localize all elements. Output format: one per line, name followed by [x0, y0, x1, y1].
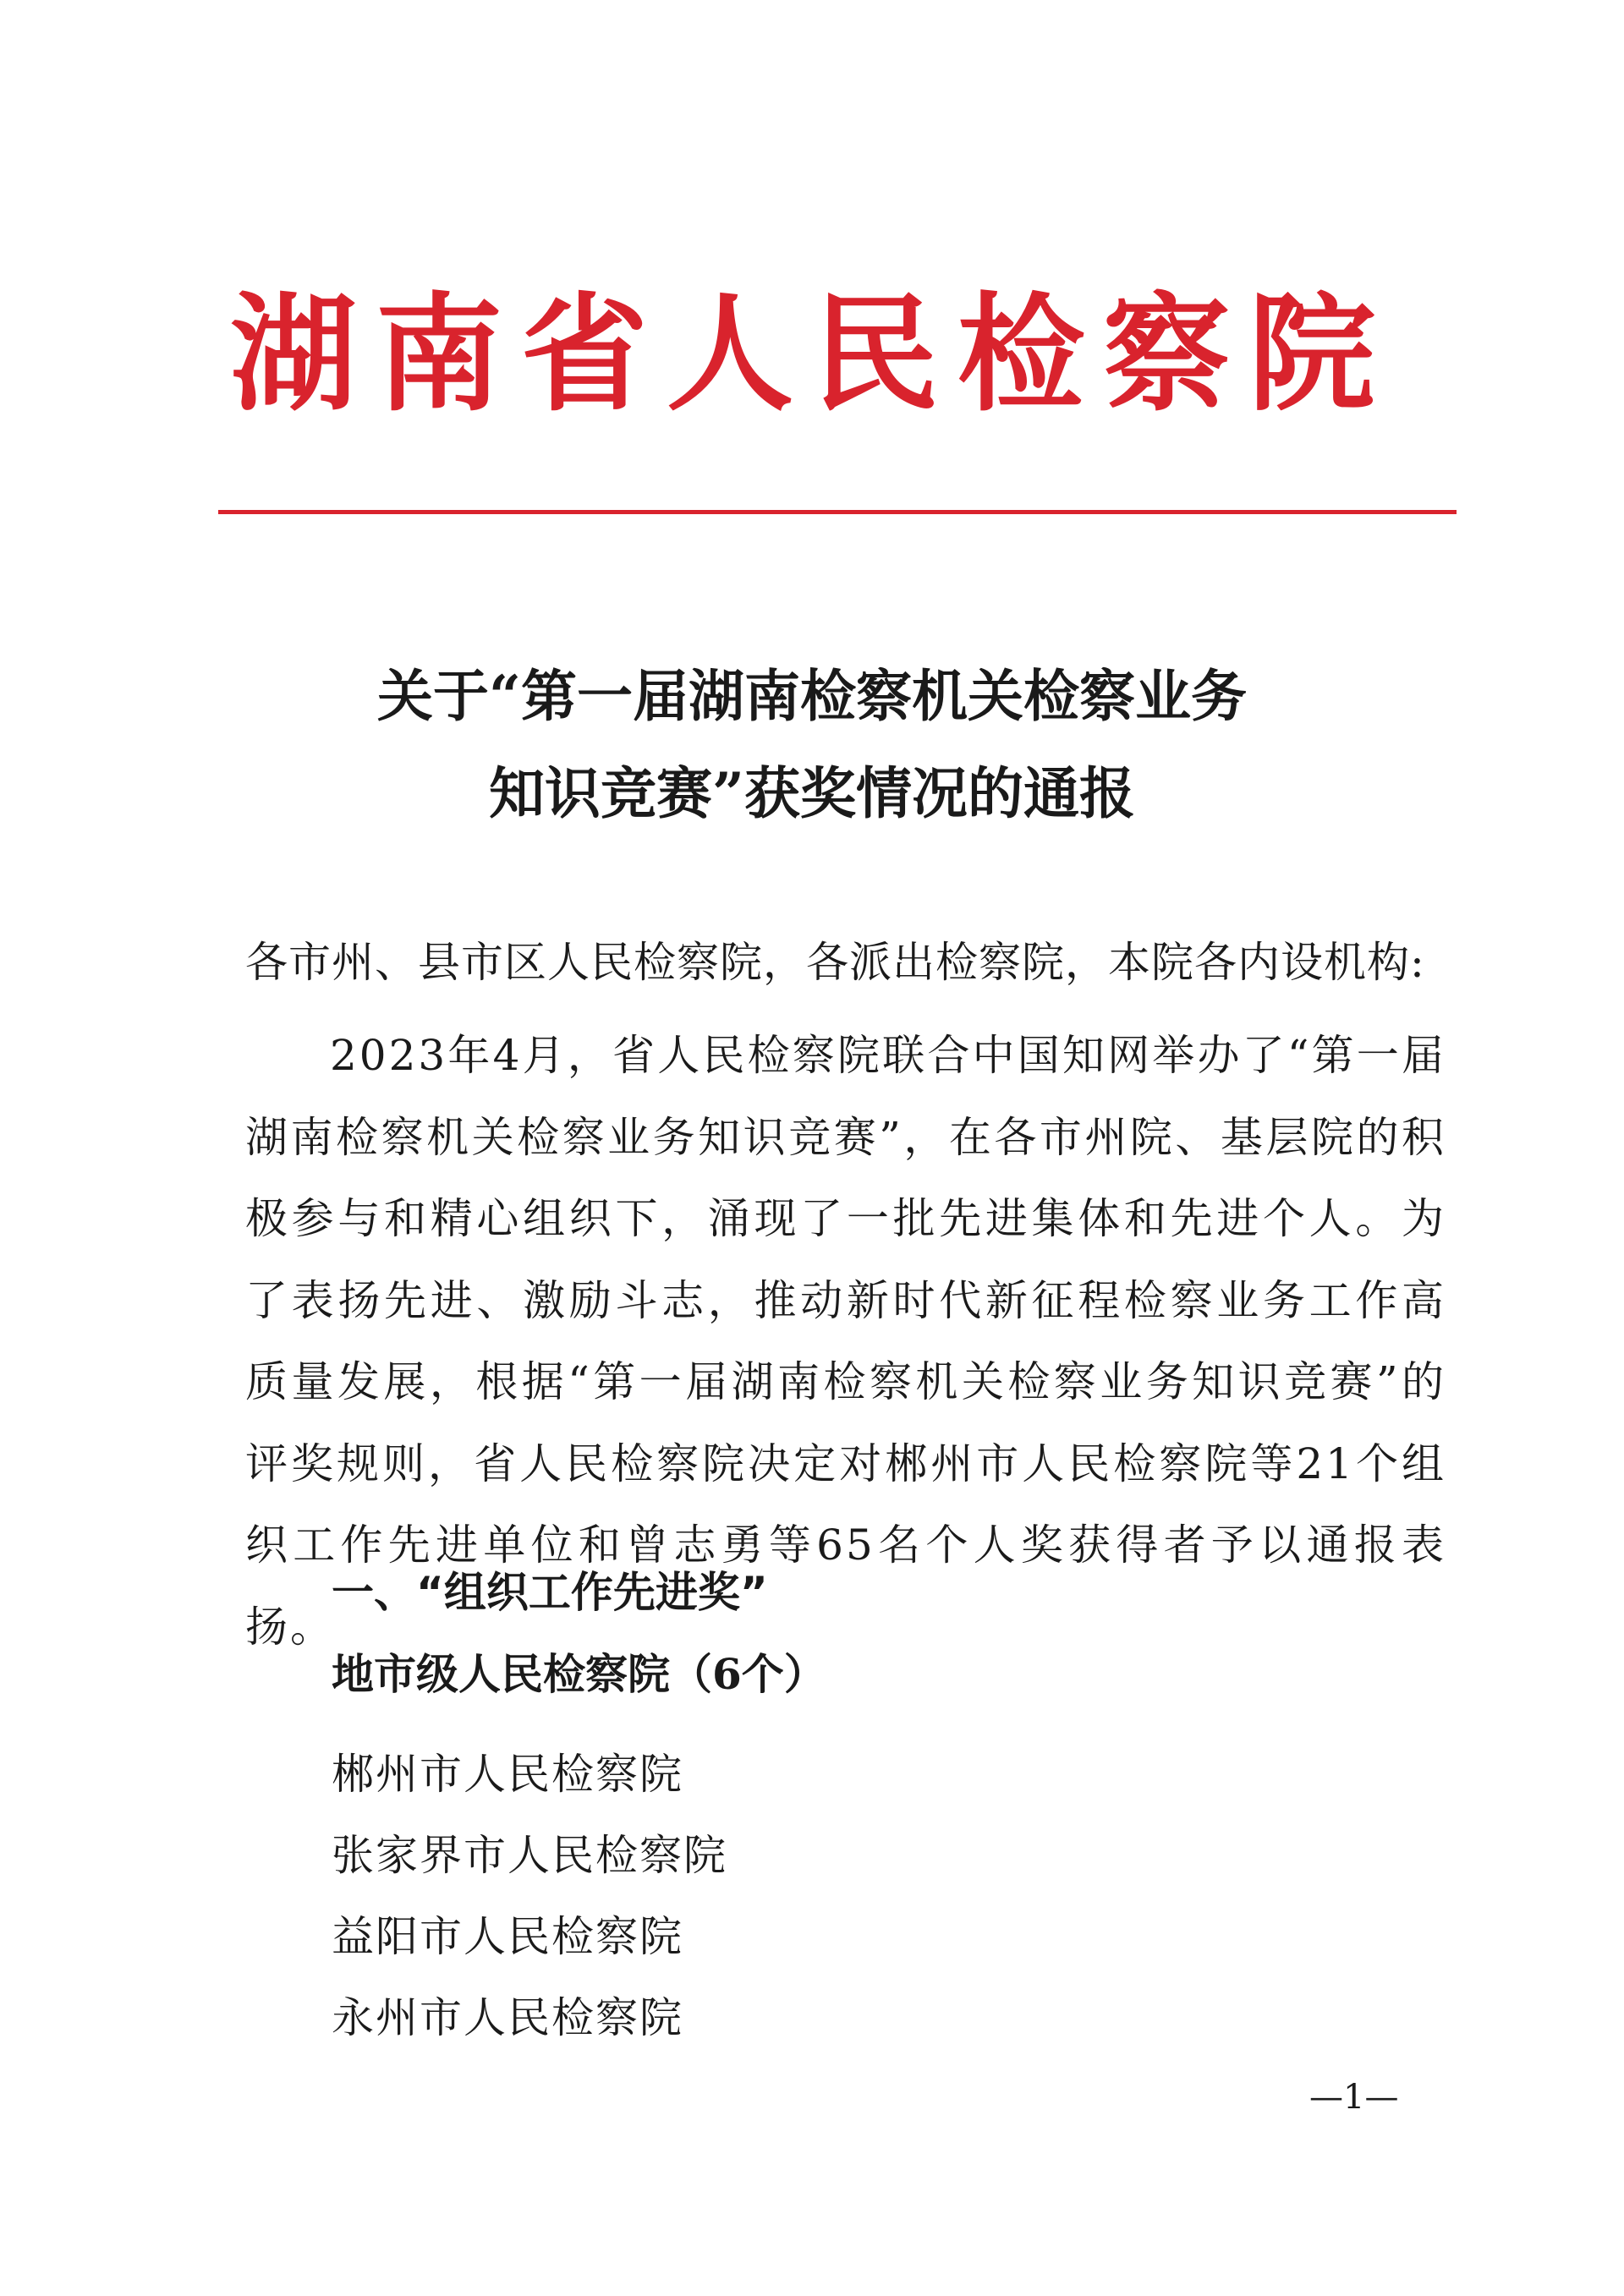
document-title-line-1: 关于“第一届湖南检察机关检察业务 — [377, 663, 1247, 729]
list-item: 永州市人民检察院 — [332, 1993, 683, 2042]
salutation: 各市州、县市区人民检察院，各派出检察院，本院各内设机构: — [245, 938, 1425, 987]
list-item: 张家界市人民检察院 — [332, 1831, 727, 1880]
masthead-red-rule — [218, 510, 1457, 514]
subsection-heading: 地市级人民检察院（6个） — [332, 1649, 826, 1699]
list-item: 郴州市人民检察院 — [332, 1750, 683, 1799]
issuing-authority-masthead: 湖南省人民检察院 — [229, 282, 1394, 429]
page-number: —1— — [1309, 2078, 1399, 2117]
award-list — [332, 1734, 727, 2058]
body-paragraph: 2023年4月，省人民检察院联合中国知网举办了“第一届湖南检察机关检察业务知识竞赛”，在各市州院、基层院的积极参与和精心组织下，涌现了一批先进集体和先进个人。为了表扬先进、激励斗志，推动新时代新征程检察业务工作高质量发展，根据“第一届湖南检察机关检察业务知识竞赛”的评奖规则，省人民检察院决定对郴州市人民检察院等21个组织工作先进单位和曾志勇等65名个人奖获得者予以通报表扬。 — [245, 1031, 1446, 1652]
section-heading: 一、“组织工作先进奖” — [332, 1568, 768, 1617]
list-item: 益阳市人民检察院 — [332, 1912, 683, 1961]
document-title-line-2: 知识竞赛”获奖情况的通报 — [489, 760, 1135, 826]
